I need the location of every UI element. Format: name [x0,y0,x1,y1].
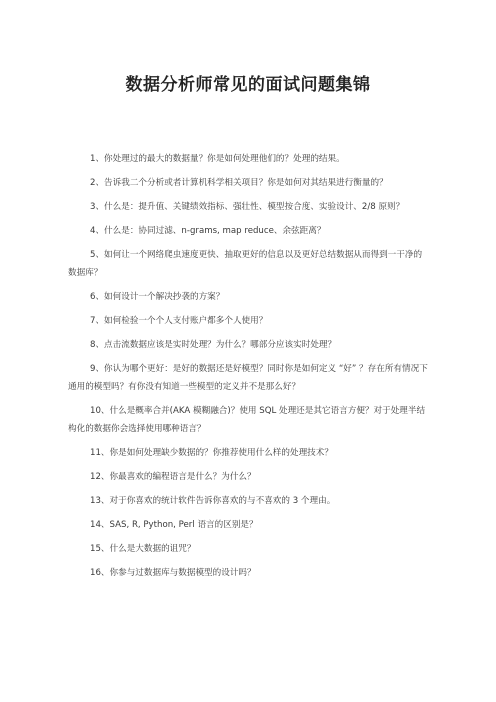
document-title: 数据分析师常见的面试问题集锦 [125,75,371,95]
question-item: 11、你是如何处理缺少数据的？你推荐使用什么样的处理技术？ [90,448,333,458]
question-item: 5、如何让一个网络爬虫速度更快、抽取更好的信息以及更好总结数据从而得到一干净的数据库？ [68,250,423,278]
question-item: 1、你处理过的最大的数据量？你是如何处理他们的？处理的结果。 [90,154,345,164]
question-item: 7、如何检验一个个人支付账户都多个人使用？ [90,316,268,326]
question-item: 12、你最喜欢的编程语言是什么？为什么？ [90,472,256,482]
question-item: 6、如何设计一个解决抄袭的方案？ [90,292,225,302]
question-item: 9、你认为哪个更好：是好的数据还是好模型？同时你是如何定义 “好” ？存在所有情况下通用的模型吗？有你没有知道一些模型的定义并不是那么好？ [68,364,428,392]
question-item: 14、SAS, R, Python, Perl 语言的区别是？ [90,520,258,530]
question-item: 13、对于你喜欢的统计软件告诉你喜欢的与不喜欢的 3 个理由。 [90,496,336,506]
question-item: 8、点击流数据应该是实时处理？为什么？哪部分应该实时处理？ [90,340,337,350]
question-item: 15、什么是大数据的诅咒？ [90,544,196,554]
question-item: 2、告诉我二个分析或者计算机科学相关项目？你是如何对其结果进行衡量的？ [90,178,388,188]
question-list [68,150,430,588]
question-item: 4、什么是：协同过滤、n-grams, map reduce、余弦距离？ [90,226,326,236]
question-item: 3、什么是：提升值、关键绩效指标、强壮性、模型按合度、实验设计、2/8 原则？ [90,202,405,212]
question-item: 10、什么是概率合并(AKA 模糊融合)？使用 SQL 处理还是其它语言方便？对于处理半结构化的数据你会选择使用哪种语言？ [68,406,426,434]
question-item: 16、你参与过数据库与数据模型的设计吗？ [90,568,256,578]
